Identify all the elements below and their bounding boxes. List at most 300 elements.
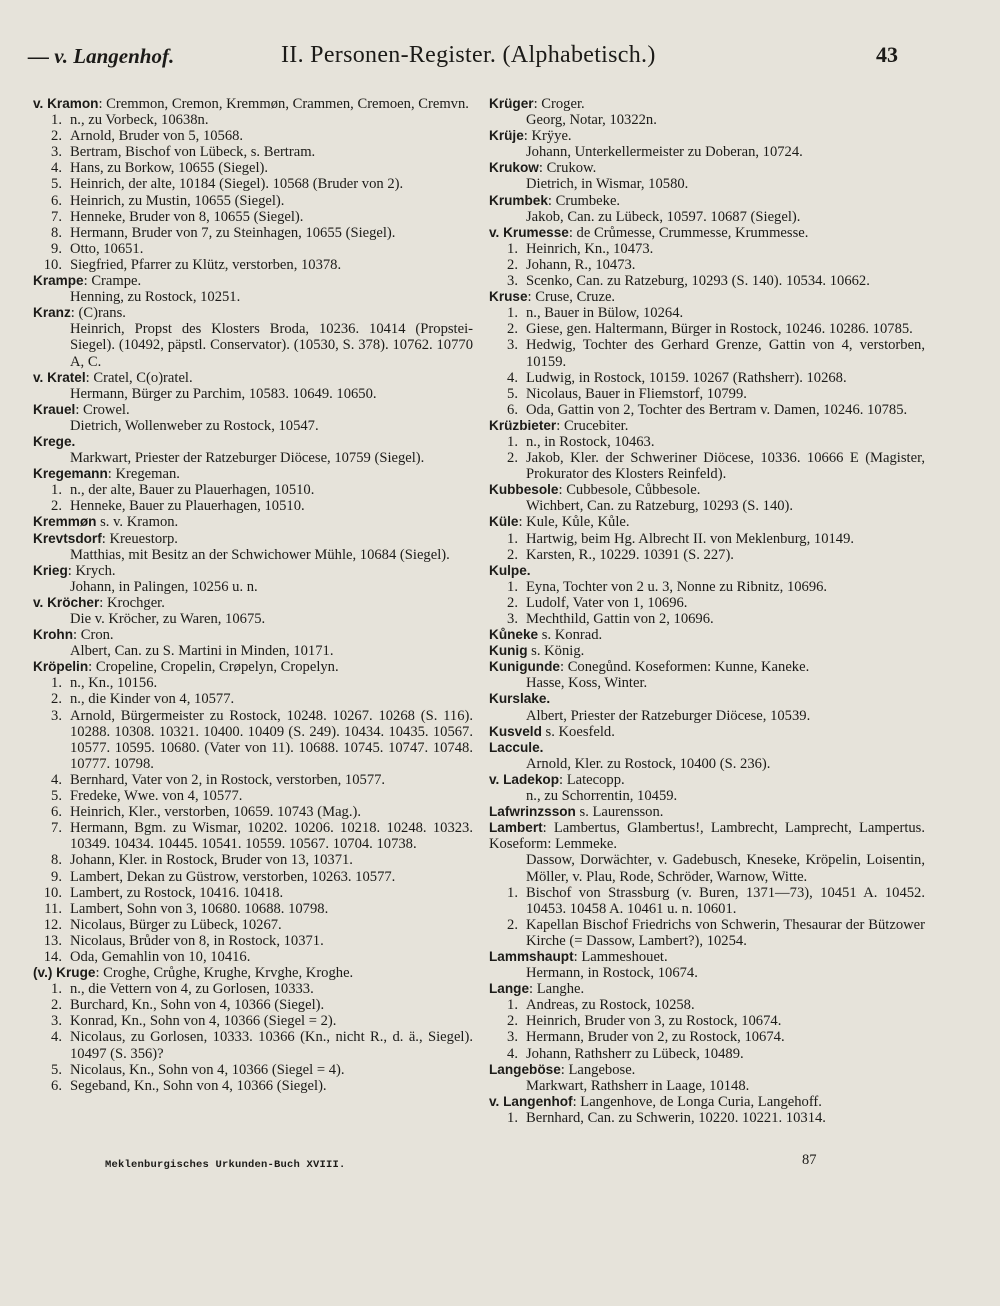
entry-headword: Lambert [489,820,543,836]
item-number: 1. [507,1109,518,1126]
entry-headline [489,724,925,740]
item-number: 7. [51,820,62,837]
item-text: Hermann, Bgm. zu Wismar, 10202. 10206. 10218. 10248. 10323. 10349. 10434. 10445. 10541. 10559. 10567. 10704. 10738. [70,820,473,853]
entry-item [33,997,473,1013]
entry-headword: v. Kröcher [33,594,100,610]
entry-item [489,531,925,547]
item-text: Bertram, Bischof von Lübeck, s. Bertram. [70,144,316,161]
item-text: Scenko, Can. zu Ratzeburg, 10293 (S. 140). 10534. 10662. [526,273,870,290]
entry-headword: Kunig [489,643,528,659]
entry-variants: s. Laurensson. [579,804,664,821]
item-number: 4. [51,771,62,788]
item-number: 13. [43,932,62,949]
entry-item [33,128,473,144]
entry-item [489,241,925,257]
entry-separator: : [73,627,81,644]
entry-variants: Kule, Kůle, Kůle. [526,514,630,531]
entry-subline: Dietrich, Wollenweber zu Rostock, 10547. [70,417,319,434]
entry-headword: Kröpelin [33,659,89,675]
register-entry [489,418,925,482]
item-text: Lambert, zu Rostock, 10416. 10418. [70,884,284,901]
register-entry [33,965,473,1094]
entry-variants: (C)rans. [78,305,126,322]
register-entry [33,531,473,563]
entry-subline: Die v. Kröcher, zu Waren, 10675. [70,611,266,627]
item-number: 3. [507,611,518,627]
entry-subline: Hermann, in Rostock, 10674. [526,965,698,982]
entry-separator: : [572,1093,581,1110]
entry-headline [33,402,473,418]
item-number: 1. [507,305,518,322]
item-number: 7. [51,208,62,225]
item-text: Burchard, Kn., Sohn von 4, 10366 (Siegel). [70,997,325,1014]
item-number: 10. [43,884,62,901]
item-number: 1. [507,433,518,450]
item-number: 2. [507,256,518,273]
register-entry [489,643,925,659]
item-number: 2. [507,321,518,338]
entry-variants: Crowel. [83,401,130,418]
entry-subline: Wichbert, Can. zu Ratzeburg, 10293 (S. 140). [526,498,794,515]
entry-separator: : [568,224,577,241]
entry-headline [33,595,473,611]
item-number: 5. [51,1061,62,1078]
entry-headword: Krüzbieter [489,417,557,433]
item-text: Eyna, Tochter von 2 u. 3, Nonne zu Ribnitz, 10696. [526,578,828,595]
item-number: 10. [43,256,62,273]
entry-subline: Hermann, Bürger zu Parchim, 10583. 10649. 10650. [70,385,377,402]
entry-headline [489,482,925,498]
entry-variants: Croger. [541,96,585,112]
entry-headline [33,466,473,482]
entry-headline [489,643,925,659]
entry-headline [489,772,925,788]
register-entry [489,225,925,289]
entry-item [33,193,473,209]
register-entry [33,514,473,530]
entry-subline: Henning, zu Rostock, 10251. [70,289,241,306]
entry-item [33,869,473,885]
entry-separator: : [70,305,79,322]
item-text: Segeband, Kn., Sohn von 4, 10366 (Siegel). [70,1077,327,1094]
entry-variants: Krych. [75,562,116,579]
entry-variants: Langenhove, de Longa Curia, Langehoff. [580,1093,822,1110]
entry-headword: Krüje [489,128,524,144]
item-text: Lambert, Dekan zu Güstrow, verstorben, 10263. 10577. [70,868,396,885]
entry-item [33,804,473,820]
entry-headword: Kulpe. [489,562,531,578]
item-text: Ludwig, in Rostock, 10159. 10267 (Rathsherr). 10268. [526,369,847,386]
register-entry [33,595,473,627]
entry-headline [489,160,925,176]
register-entry [489,627,925,643]
entry-headline [489,804,925,820]
entry-variants: Cron. [80,627,114,644]
entry-headword: Kranz [33,305,71,321]
item-number: 5. [51,788,62,805]
entry-subline: Georg, Notar, 10322n. [526,112,657,129]
entry-subline: n., zu Schorrentin, 10459. [526,788,678,805]
item-number: 5. [507,385,518,402]
entry-separator: : [533,96,542,112]
item-number: 3. [51,144,62,161]
item-number: 2. [507,916,518,933]
entry-item [489,885,925,917]
item-text: Konrad, Kn., Sohn von 4, 10366 (Siegel = 2). [70,1013,337,1030]
register-entry [33,370,473,402]
register-entry [33,96,473,273]
entry-headword: Krohn [33,627,74,643]
entry-headline [489,193,925,209]
entry-separator: : [573,948,582,965]
entry-headline [489,96,925,112]
item-text: n., zu Vorbeck, 10638n. [70,112,209,129]
entry-separator: : [518,514,527,531]
item-number: 5. [51,176,62,193]
register-entry [489,128,925,160]
entry-item [33,917,473,933]
register-entry [489,514,925,562]
entry-variants: Cremmon, Cremon, Kremmøn, Crammen, Cremoen, Cremvn. [106,96,469,112]
item-number: 1. [507,240,518,257]
entry-headline [489,563,925,579]
entry-subline: Markwart, Rathsherr in Laage, 10148. [526,1077,750,1094]
entry-headword: v. Kramon [33,96,99,111]
entry-headword: v. Kratel [33,369,86,385]
item-text: Hermann, Bruder von 7, zu Steinhagen, 10655 (Siegel). [70,224,396,241]
item-text: Nicolaus, zu Gorlosen, 10333. 10366 (Kn., nicht R., d. ä., Siegel). 10497 (S. 356)? [70,1029,473,1062]
item-text: Nicolaus, Brůder von 8, in Rostock, 10371. [70,932,324,949]
entry-item [489,386,925,402]
entry-item [33,209,473,225]
entry-separator: : [67,562,76,579]
entry-headline [489,514,925,530]
entry-separator: : [556,417,564,434]
item-number: 6. [51,192,62,209]
entry-separator: : [558,482,567,499]
register-entry [33,466,473,514]
entry-item [489,257,925,273]
item-number: 4. [51,1029,62,1046]
entry-headline [489,1094,925,1110]
entry-item [33,1062,473,1078]
entry-item [33,241,473,257]
register-entry [489,160,925,192]
entry-subline: Heinrich, Propst des Klosters Broda, 10236. 10414 (Propstei-Siegel). (10492, päpstl. Conservator). (10530, S. 378). 10762. 10770 A, C. [70,321,473,370]
item-number: 9. [51,868,62,885]
item-text: Nicolaus, Kn., Sohn von 4, 10366 (Siegel = 4). [70,1061,345,1078]
entry-headword: Kruse [489,289,528,305]
entry-item [33,160,473,176]
entry-separator: : [547,192,556,209]
register-entry [33,627,473,659]
entry-separator: : [98,96,107,112]
entry-item [33,225,473,241]
entry-item [33,482,473,498]
entry-headword: Küle [489,514,519,530]
item-text: Ludolf, Vater von 1, 10696. [526,594,688,611]
item-number: 9. [51,240,62,257]
entry-item [33,885,473,901]
entry-headline [489,659,925,675]
entry-item [489,595,925,611]
footer-signature: Meklenburgisches Urkunden-Buch XVIII. [105,1159,346,1171]
entry-headword: Kubbesole [489,482,559,498]
entry-headline [33,305,473,321]
entry-separator: : [101,530,110,547]
register-entry [489,482,925,514]
entry-separator: : [559,659,568,676]
item-text: Karsten, R., 10229. 10391 (S. 227). [526,546,734,563]
register-entry [33,434,473,466]
entry-headline [489,1062,925,1078]
entry-headword: Krüger [489,96,534,111]
register-entry [33,402,473,434]
entry-item [33,1078,473,1094]
entry-variants: Conegůnd. Koseformen: Kunne, Kaneke. [567,659,810,676]
item-text: Heinrich, Kn., 10473. [526,240,654,257]
entry-item [33,772,473,788]
entry-item [489,1013,925,1029]
entry-separator: : [107,466,116,483]
entry-headword: Kůneke [489,627,539,643]
entry-variants: Cratel, C(o)ratel. [93,369,193,386]
entry-item [489,337,925,369]
register-entry [33,273,473,305]
entry-headline [33,514,473,530]
entry-headword: Kremmøn [33,514,97,530]
entry-item [489,997,925,1013]
entry-separator: : [523,128,532,145]
page-number: 43 [876,42,898,67]
entry-variants: Kregeman. [115,466,180,483]
entry-item [489,547,925,563]
entry-headword: Krauel [33,401,76,417]
item-number: 1. [507,997,518,1014]
entry-subline: Arnold, Kler. zu Rostock, 10400 (S. 236). [526,755,771,772]
item-number: 2. [51,498,62,515]
entry-item [489,1046,925,1062]
item-text: Heinrich, der alte, 10184 (Siegel). 10568 (Bruder von 2). [70,176,404,193]
item-text: Jakob, Kler. der Schweriner Diöcese, 10336. 10666 E (Magister, Prokurator des Klosters Reinfeld). [526,450,925,483]
entry-separator: : [538,160,547,177]
entry-variants: s. König. [531,643,585,660]
entry-separator: : [85,369,94,386]
register-entry [489,820,925,949]
item-number: 6. [51,1077,62,1094]
item-number: 12. [43,916,62,933]
entry-item [33,257,473,273]
item-text: Johann, R., 10473. [526,256,636,273]
entry-item [489,321,925,337]
item-text: Nicolaus, Bürger zu Lübeck, 10267. [70,916,282,933]
register-entry [489,193,925,225]
entry-item [489,1110,925,1126]
entry-headword: Kusveld [489,723,542,739]
entry-item [489,1029,925,1045]
entry-item [33,933,473,949]
entry-item [33,708,473,772]
entry-headword: Kurslake. [489,691,551,707]
item-number: 6. [507,401,518,418]
entry-headline [33,96,473,112]
item-text: Hermann, Bruder von 2, zu Rostock, 10674. [526,1029,785,1046]
item-number: 6. [51,804,62,821]
item-text: Giese, gen. Haltermann, Bürger in Rostock, 10246. 10286. 10785. [526,321,913,338]
entry-item [33,691,473,707]
entry-item [33,675,473,691]
entry-separator: : [99,594,107,611]
item-text: Johann, Rathsherr zu Lübeck, 10489. [526,1045,744,1062]
item-text: Henneke, Bruder von 8, 10655 (Siegel). [70,208,304,225]
entry-variants: Krÿye. [531,128,572,145]
item-text: Mechthild, Gattin von 2, 10696. [526,611,714,627]
item-number: 1. [51,482,62,499]
entry-item [33,852,473,868]
entry-headline [33,659,473,675]
item-text: Lambert, Sohn von 3, 10680. 10688. 10798. [70,900,329,917]
item-text: Hedwig, Tochter des Gerhard Grenze, Gattin von 4, verstorben, 10159. [526,337,925,370]
item-number: 8. [51,852,62,869]
entry-headword: Krevtsdorf [33,530,102,546]
item-number: 2. [507,594,518,611]
entry-headword: Kunigunde [489,659,560,675]
entry-item [33,1029,473,1061]
entry-subline: Hasse, Koss, Winter. [526,675,648,692]
entry-headline [489,225,925,241]
item-text: Henneke, Bauer zu Plauerhagen, 10510. [70,498,305,515]
entry-subline: Markwart, Priester der Ratzeburger Diöcese, 10759 (Siegel). [70,450,425,467]
item-number: 1. [51,675,62,692]
entry-variants: Cruse, Cruze. [535,289,616,306]
register-entry [489,1094,925,1126]
entry-variants: Crumbeke. [555,192,621,209]
entry-headline [33,563,473,579]
entry-headword: Lange [489,981,530,997]
entry-variants: Cropeline, Cropelin, Crøpelyn, Cropelyn. [95,659,339,676]
register-entry [489,96,925,128]
entry-item [33,949,473,965]
entry-subline: Albert, Can. zu S. Martini in Minden, 10171. [70,643,334,660]
entry-separator: : [95,965,104,982]
item-text: Siegfried, Pfarrer zu Klütz, verstorben, 10378. [70,256,342,273]
item-text: Bernhard, Vater von 2, in Rostock, verstorben, 10577. [70,771,386,788]
item-text: Hans, zu Borkow, 10655 (Siegel). [70,160,269,177]
item-text: Hartwig, beim Hg. Albrecht II. von Meklenburg, 10149. [526,530,855,547]
entry-headline [33,965,473,981]
entry-item [33,112,473,128]
entry-item [33,981,473,997]
entry-item [489,370,925,386]
item-text: Kapellan Bischof Friedrichs von Schwerin, Thesaurar der Bützower Kirche (= Dassow, Lambert?), 10254. [526,916,925,949]
entry-variants: Kreuestorp. [109,530,178,547]
register-entry [489,659,925,691]
entry-headword: Lafwrinzsson [489,804,576,820]
entry-headline [33,434,473,450]
entry-item [489,450,925,482]
entry-separator: : [83,273,92,290]
item-text: Bischof von Strassburg (v. Buren, 1371—73), 10451 A. 10452. 10453. 10458 A. 10461 u. n. 10601. [526,884,925,917]
item-number: 8. [51,224,62,241]
item-text: Arnold, Bürgermeister zu Rostock, 10248. 10267. 10268 (S. 116). 10288. 10308. 10321. 10400. 10409 (S. 249). 10434. 10435. 10567. 10577. 10595. 10680. (Vater von 11). 10688. 10745. 10747. 10748. 10777. 10798. [70,707,473,772]
entry-separator: : [527,289,536,306]
entry-variants: Crukow. [546,160,597,177]
register-entry [33,659,473,965]
register-entry [489,563,925,627]
item-number: 1. [51,112,62,129]
entry-item [489,402,925,418]
item-number: 2. [51,128,62,145]
entry-headline [489,820,925,852]
item-text: Fredeke, Wwe. von 4, 10577. [70,788,243,805]
entry-variants: Crampe. [91,273,142,290]
item-text: Nicolaus, Bauer in Fliemstorf, 10799. [526,385,747,402]
register-entry [489,981,925,1061]
item-text: n., in Rostock, 10463. [526,433,655,450]
entry-headline [489,740,925,756]
entry-headline [489,627,925,643]
entry-variants: s. Konrad. [541,627,603,644]
entry-variants: Latecopp. [566,771,625,788]
entry-item [489,611,925,627]
item-text: n., Kn., 10156. [70,675,158,692]
entry-headword: Krege. [33,433,76,449]
entry-variants: Cubbesole, Cůbbesole. [566,482,701,499]
entry-item [489,917,925,949]
register-entry [489,724,925,740]
entry-item [33,144,473,160]
entry-headline [33,273,473,289]
entry-headword: Lammshaupt [489,948,574,964]
entry-separator: : [88,659,96,676]
item-number: 4. [507,369,518,386]
entry-headline [489,981,925,997]
item-number: 1. [507,578,518,595]
item-number: 4. [507,1045,518,1062]
entry-variants: Crucebiter. [563,417,629,434]
register-entry [489,949,925,981]
register-entry [489,804,925,820]
item-text: n., die Kinder von 4, 10577. [70,691,235,708]
register-entry [489,1062,925,1094]
register-entry [33,563,473,595]
item-number: 1. [51,981,62,998]
entry-subline: Dassow, Dorwächter, v. Gadebusch, Kneseke, Kröpelin, Loisentin, Möller, v. Plau, Rode, Schröder, Warnow, Witte. [526,852,925,885]
entry-headline [33,531,473,547]
entry-headword: Krumbek [489,192,548,208]
register-entry [33,305,473,369]
item-number: 1. [507,530,518,547]
footer-sheet-number: 87 [802,1152,817,1168]
item-text: Oda, Gattin von 2, Tochter des Bertram v. Damen, 10246. 10785. [526,401,908,418]
register-entry [489,289,925,418]
entry-variants: Langebose. [568,1061,636,1078]
entry-separator: : [560,1061,569,1078]
entry-headword: v. Langenhof [489,1093,573,1109]
entry-headword: Krampe [33,273,84,289]
entry-subline: Dietrich, in Wismar, 10580. [526,176,689,193]
item-number: 3. [507,337,518,354]
item-text: n., die Vettern von 4, zu Gorlosen, 10333. [70,981,314,998]
entry-headline [489,289,925,305]
item-number: 2. [507,546,518,563]
item-text: Arnold, Bruder von 5, 10568. [70,128,244,145]
item-text: Andreas, zu Rostock, 10258. [526,997,695,1014]
entry-subline: Johann, in Palingen, 10256 u. n. [70,578,258,595]
entry-headword: Kregemann [33,466,108,482]
entry-headword: v. Ladekop [489,771,559,787]
item-number: 2. [507,450,518,467]
